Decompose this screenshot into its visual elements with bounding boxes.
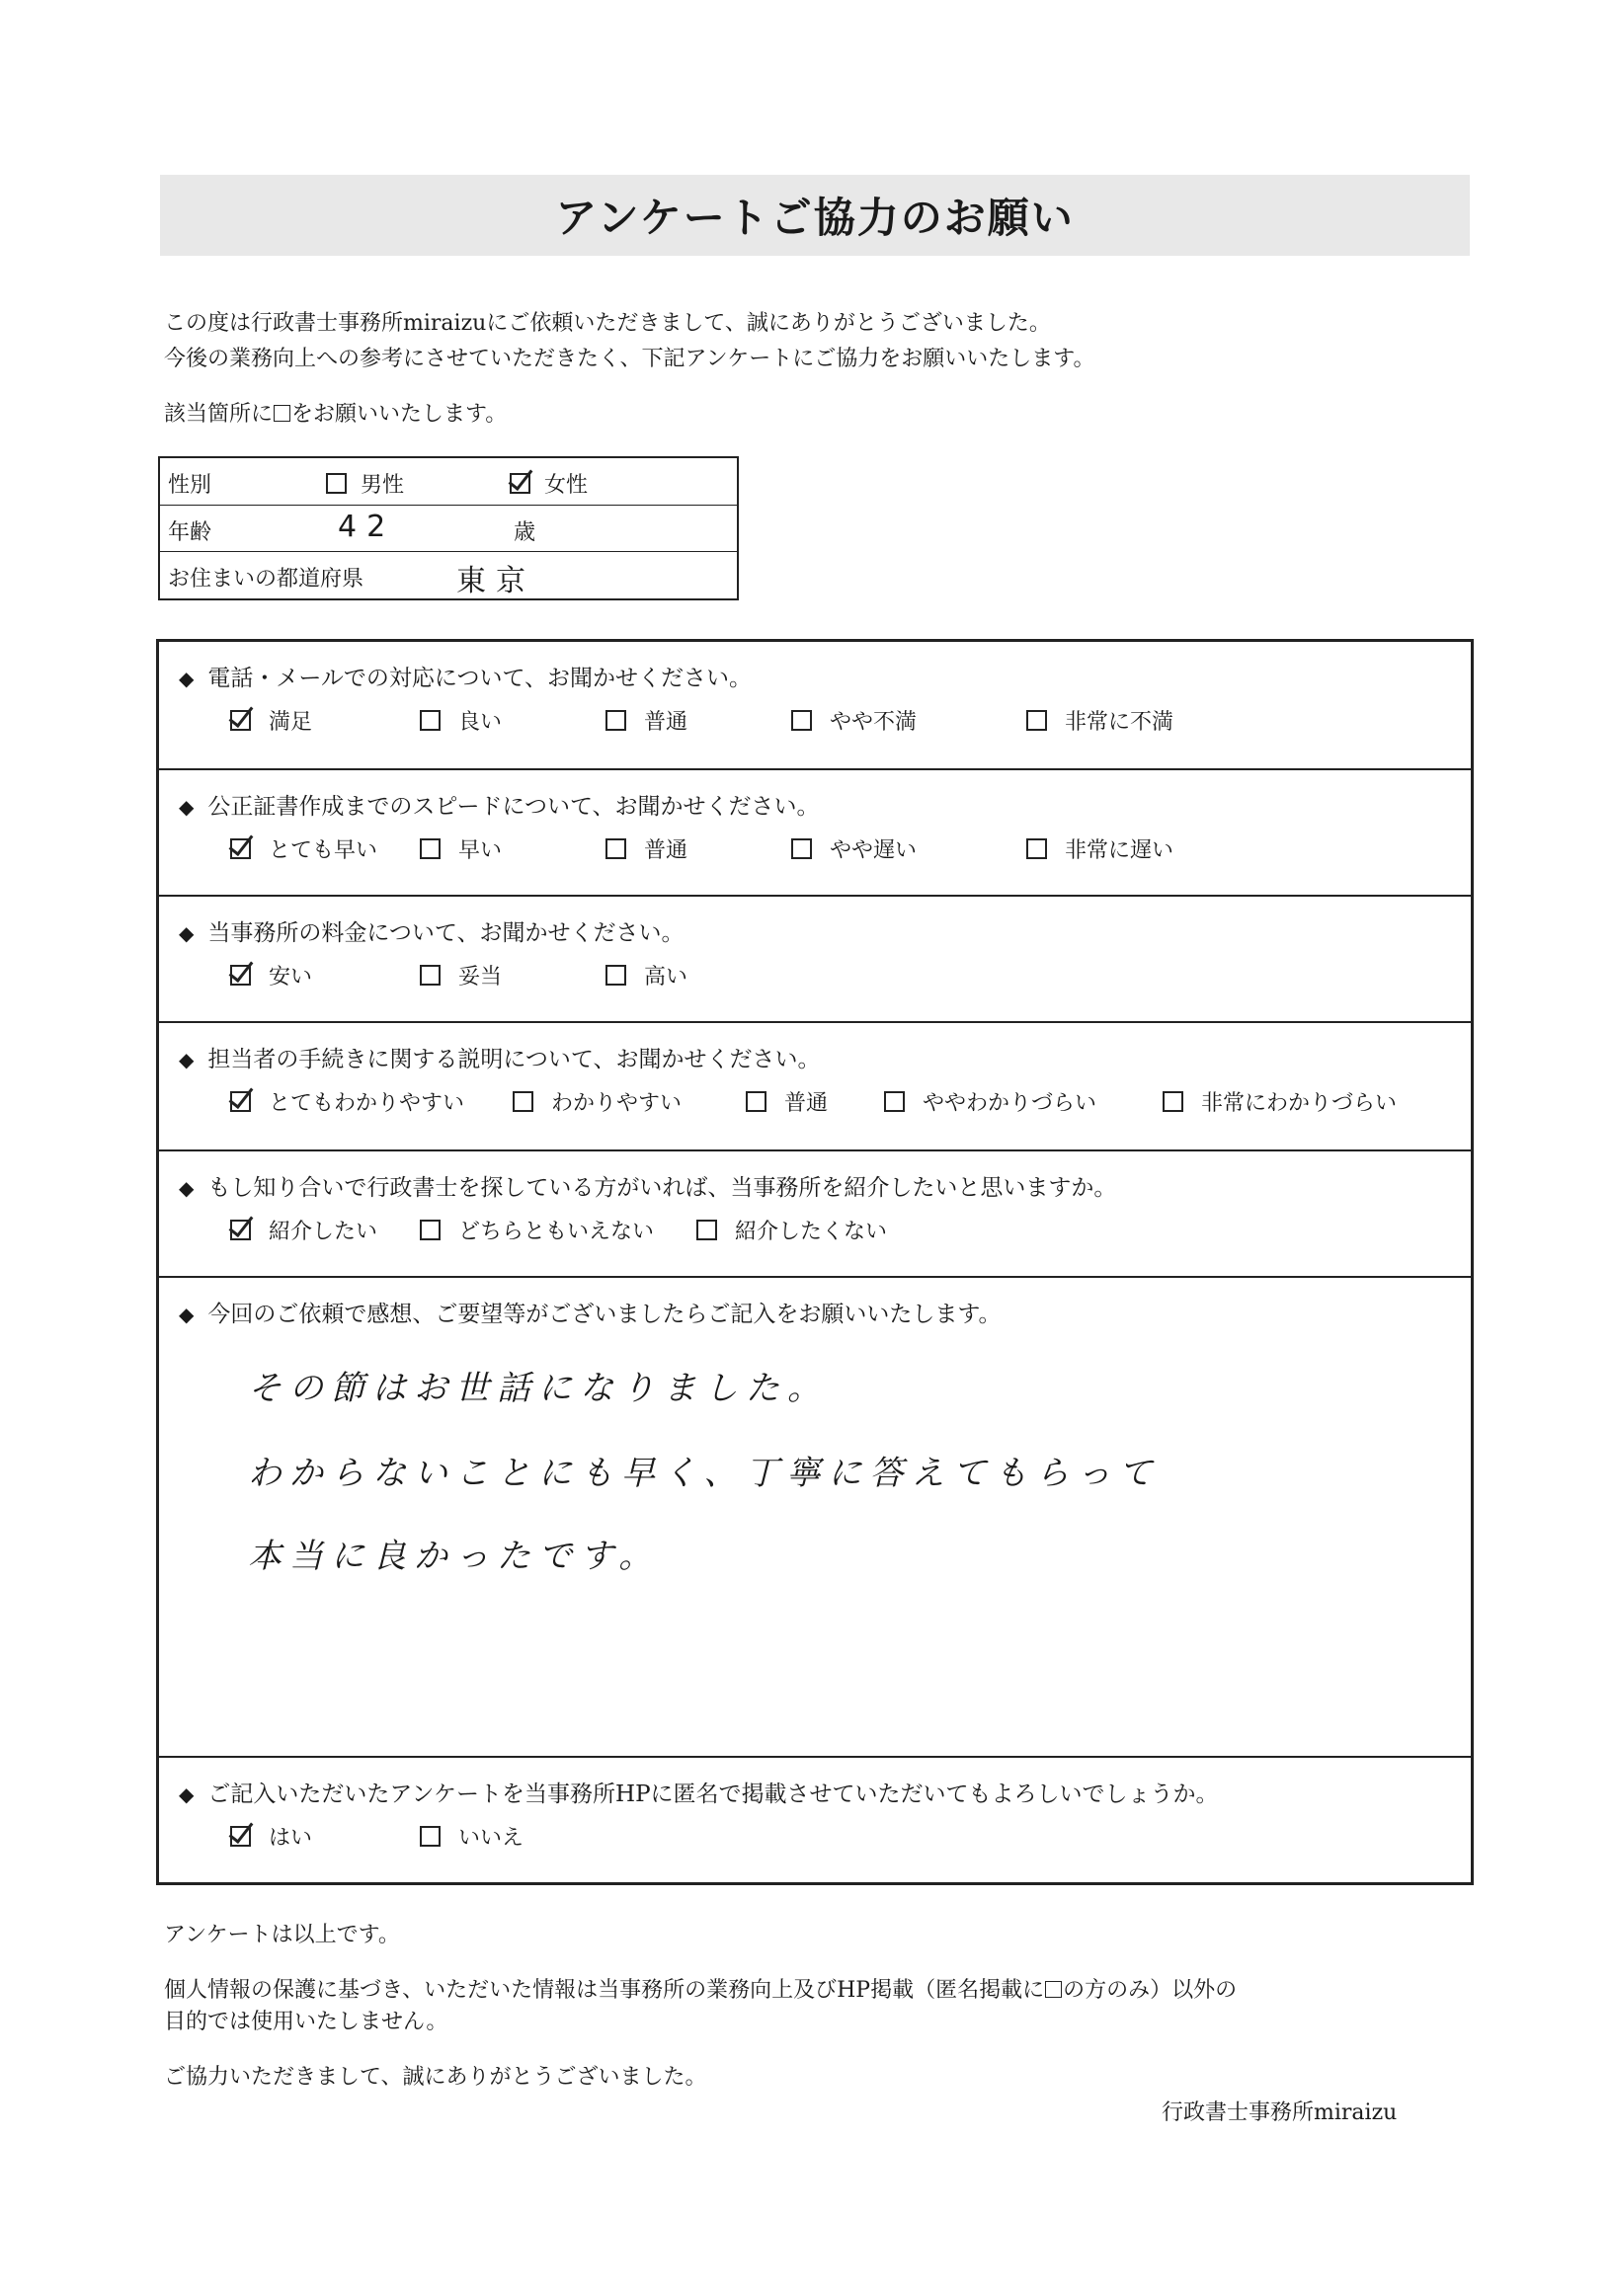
instruction-text [164, 397, 507, 428]
question-text: 電話・メールでの対応について、お聞かせください。 [207, 666, 753, 691]
checkbox-checked[interactable] [230, 1826, 251, 1847]
title-bar [160, 175, 1470, 256]
question-publish [159, 1756, 1471, 1878]
checkbox[interactable] [605, 965, 626, 986]
option-label: 早い [458, 838, 503, 863]
option-yes[interactable] [230, 1821, 312, 1852]
checkbox[interactable] [791, 838, 812, 859]
option-label: 非常にわかりづらい [1201, 1091, 1398, 1116]
question-explanation [159, 1021, 1471, 1151]
option-label: やや不満 [830, 710, 918, 735]
checkbox[interactable] [420, 710, 441, 731]
prefecture-row [160, 551, 737, 598]
privacy-line-2: 目的では使用いたしません。 [164, 2010, 448, 2034]
option-label: 非常に遅い [1065, 838, 1174, 863]
diamond-icon: ◆ [179, 1176, 195, 1200]
question-text: 当事務所の料金について、お聞かせください。 [207, 920, 685, 946]
checkbox-checked[interactable] [230, 838, 251, 859]
diamond-icon: ◆ [179, 1048, 195, 1071]
checkbox[interactable] [420, 1826, 441, 1847]
option-slightly-unclear[interactable] [884, 1086, 1096, 1117]
checkbox[interactable] [884, 1091, 905, 1112]
privacy-notice [164, 1975, 1237, 2038]
checkbox[interactable] [1026, 838, 1047, 859]
question-fees [159, 895, 1471, 1023]
option-expensive[interactable] [605, 960, 687, 990]
age-label: 年齢 [168, 520, 212, 545]
checkbox[interactable] [513, 1091, 533, 1112]
comment-line-2[interactable]: わからないことにも早く、丁寧に答えてもらって [248, 1454, 1161, 1493]
option-satisfied[interactable] [230, 705, 312, 736]
option-label: 高い [644, 965, 688, 990]
option-slightly-dissatisfied[interactable] [791, 705, 917, 736]
option-normal[interactable] [605, 705, 687, 736]
option-fast[interactable] [420, 833, 502, 864]
comment-line-3[interactable]: 本当に良かったです。 [248, 1537, 661, 1576]
question-text: 今回のご依頼で感想、ご要望等がございましたらご記入をお願いいたします。 [207, 1302, 1002, 1327]
option-label: 良い [458, 710, 503, 735]
option-label: とても早い [269, 838, 378, 863]
prefecture-value[interactable]: 東京 [456, 564, 535, 598]
question-speed [159, 768, 1471, 897]
question-text: もし知り合いで行政書士を探している方がいれば、当事務所を紹介したいと思いますか。 [207, 1175, 1117, 1201]
office-name: 行政書士事務所miraizu [1162, 2100, 1398, 2125]
option-label: とてもわかりやすい [269, 1091, 465, 1116]
intro-text [164, 306, 1094, 377]
checkbox[interactable] [1163, 1091, 1183, 1112]
option-would-not-recommend[interactable] [696, 1215, 887, 1245]
question-text: ご記入いただいたアンケートを当事務所HPに匿名で掲載させていただいてもよろしいでしょうか。 [207, 1781, 1219, 1807]
age-row [160, 505, 737, 552]
option-label: わかりやすい [551, 1091, 683, 1116]
option-label: 満足 [269, 710, 313, 735]
option-very-fast[interactable] [230, 833, 377, 864]
gender-option-female[interactable] [510, 468, 588, 499]
option-label: どちらともいえない [458, 1220, 655, 1244]
option-label: 紹介したくない [735, 1220, 888, 1244]
option-undecided[interactable] [420, 1215, 654, 1245]
checkbox[interactable] [791, 710, 812, 731]
question-text: 公正証書作成までのスピードについて、お聞かせください。 [207, 794, 820, 820]
checkbox-checked[interactable] [230, 1091, 251, 1112]
checkbox-checked[interactable] [230, 710, 251, 731]
question-comments [159, 1276, 1471, 1758]
option-normal[interactable] [746, 1086, 828, 1117]
option-very-unclear[interactable] [1163, 1086, 1397, 1117]
option-label: 紹介したい [269, 1220, 378, 1244]
option-label: 安い [269, 965, 313, 990]
option-slightly-slow[interactable] [791, 833, 917, 864]
age-unit: 歳 [514, 520, 536, 545]
option-label: やや遅い [830, 838, 918, 863]
checkbox-checked[interactable] [230, 965, 251, 986]
option-label: 普通 [784, 1091, 829, 1116]
checkbox[interactable] [605, 838, 626, 859]
checkbox[interactable] [420, 1220, 441, 1240]
diamond-icon: ◆ [179, 795, 195, 819]
comment-line-1[interactable]: その節はお世話になりました。 [248, 1369, 829, 1408]
question-text: 担当者の手続きに関する説明について、お聞かせください。 [207, 1047, 821, 1072]
checkbox-icon [1045, 1981, 1062, 1998]
option-label: 非常に不満 [1065, 710, 1174, 735]
closing-end: アンケートは以上です。 [164, 1923, 400, 1947]
intro-line-1: この度は行政書士事務所miraizuにご依頼いただきまして、誠にありがとうございました。 [164, 311, 1051, 336]
checkbox[interactable] [1026, 710, 1047, 731]
checkbox[interactable] [696, 1220, 717, 1240]
page-title: アンケートご協力のお願い [555, 194, 1075, 242]
option-label: 女性 [544, 473, 589, 498]
profile-table [158, 456, 739, 600]
gender-option-male[interactable] [326, 468, 404, 499]
survey-box [156, 639, 1474, 1885]
prefecture-label: お住まいの都道府県 [168, 567, 364, 592]
checkbox[interactable] [420, 965, 441, 986]
option-cheap[interactable] [230, 960, 312, 990]
option-very-slow[interactable] [1026, 833, 1173, 864]
instruction-before: 該当箇所に [164, 402, 274, 427]
option-label: 普通 [644, 838, 688, 863]
option-label: 男性 [361, 473, 405, 498]
intro-line-2: 今後の業務向上への参考にさせていただきたく、下記アンケートにご協力をお願いいたします。 [164, 347, 1095, 371]
gender-label: 性別 [168, 473, 212, 498]
privacy-before: 個人情報の保護に基づき、いただいた情報は当事務所の業務向上及びHP掲載（匿名掲載に [164, 1978, 1045, 2003]
option-label: いいえ [458, 1826, 524, 1851]
option-would-recommend[interactable] [230, 1215, 377, 1245]
option-reasonable[interactable] [420, 960, 502, 990]
checkbox[interactable] [420, 838, 441, 859]
privacy-after: の方のみ）以外の [1063, 1978, 1238, 2003]
option-label: ややわかりづらい [923, 1091, 1097, 1116]
diamond-icon: ◆ [179, 1303, 195, 1326]
option-normal[interactable] [605, 833, 687, 864]
checkbox-checked[interactable] [510, 473, 530, 494]
option-label: 妥当 [458, 965, 503, 990]
checkbox[interactable] [326, 473, 347, 494]
checkbox-icon [274, 405, 290, 422]
question-contact-response [159, 642, 1471, 768]
option-good[interactable] [420, 705, 502, 736]
diamond-icon: ◆ [179, 921, 195, 945]
closing-thanks: ご協力いただきまして、誠にありがとうございました。 [164, 2065, 707, 2090]
gender-row [160, 458, 737, 505]
diamond-icon: ◆ [179, 667, 195, 690]
option-very-clear[interactable] [230, 1086, 464, 1117]
option-label: はい [269, 1826, 313, 1851]
question-recommend [159, 1149, 1471, 1278]
option-no[interactable] [420, 1821, 524, 1852]
option-clear[interactable] [513, 1086, 682, 1117]
checkbox-checked[interactable] [230, 1220, 251, 1240]
option-very-dissatisfied[interactable] [1026, 705, 1173, 736]
age-value[interactable]: 42 [338, 510, 396, 544]
checkbox[interactable] [605, 710, 626, 731]
option-label: 普通 [644, 710, 688, 735]
checkbox[interactable] [746, 1091, 766, 1112]
diamond-icon: ◆ [179, 1782, 195, 1806]
instruction-after: をお願いいたします。 [291, 402, 508, 427]
